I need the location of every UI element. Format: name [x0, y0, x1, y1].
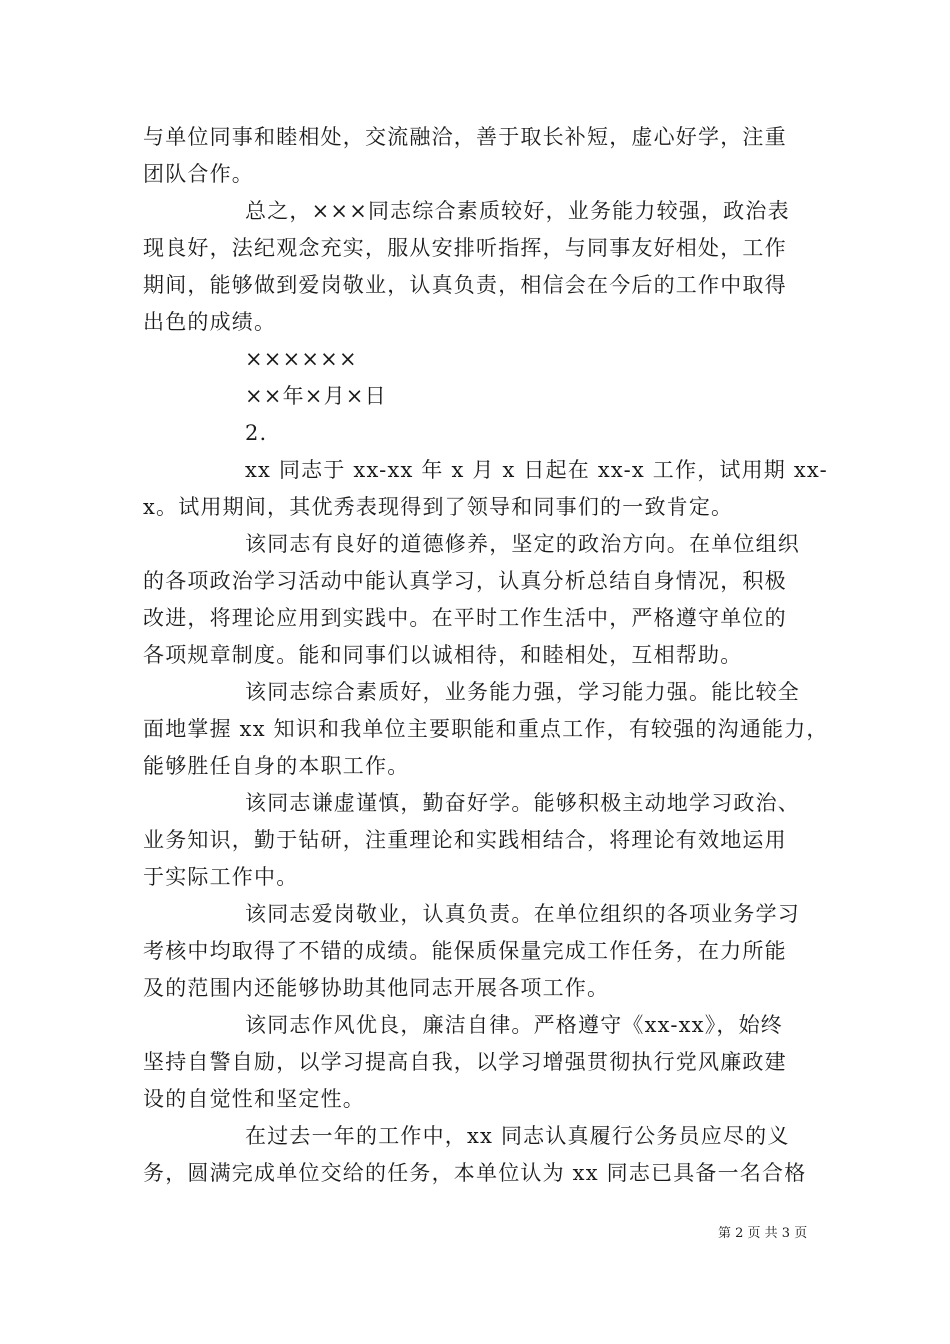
signature-name: ××××××	[245, 347, 358, 371]
signature-date: ××年×月×日	[245, 384, 387, 408]
text-line: 设的自觉性和坚定性。	[143, 1087, 365, 1111]
text-line: 改进，将理论应用到实践中。在平时工作生活中，严格遵守单位的	[143, 606, 787, 630]
paragraph-start: 该同志谦虚谨慎，勤奋好学。能够积极主动地学习政治、	[245, 791, 800, 815]
paragraph-start: 该同志爱岗敬业，认真负责。在单位组织的各项业务学习	[245, 902, 800, 926]
text-line: 业务知识，勤于钻研，注重理论和实践相结合，将理论有效地运用	[143, 828, 787, 852]
text-line: 能够胜任自身的本职工作。	[143, 754, 410, 778]
text-line: 务，圆满完成单位交给的任务，本单位认为 xx 同志已具备一名合格	[143, 1161, 807, 1185]
text-line: 于实际工作中。	[143, 865, 299, 889]
page-footer: 第 2 页 共 3 页	[718, 1226, 808, 1241]
text-line: 期间，能够做到爱岗敬业，认真负责，相信会在今后的工作中取得	[143, 273, 787, 297]
text-line: 的各项政治学习活动中能认真学习，认真分析总结自身情况，积极	[143, 569, 787, 593]
text-line: 考核中均取得了不错的成绩。能保质保量完成工作任务，在力所能	[143, 939, 787, 963]
text-line: 与单位同事和睦相处，交流融洽，善于取长补短，虚心好学，注重	[143, 125, 787, 149]
paragraph-start: 总之，×××同志综合素质较好，业务能力较强，政治表	[245, 199, 790, 223]
text-line: 面地掌握 xx 知识和我单位主要职能和重点工作，有较强的沟通能力，	[143, 717, 829, 741]
text-line: 出色的成绩。	[143, 310, 277, 334]
paragraph-start: 在过去一年的工作中，xx 同志认真履行公务员应尽的义	[245, 1124, 790, 1148]
text-line: 各项规章制度。能和同事们以诚相待，和睦相处，互相帮助。	[143, 643, 743, 667]
text-line: x。试用期间，其优秀表现得到了领导和同事们的一致肯定。	[143, 495, 734, 519]
text-line: 团队合作。	[143, 162, 254, 186]
text-line: 及的范围内还能够协助其他同志开展各项工作。	[143, 976, 610, 1000]
paragraph-start: xx 同志于 xx-xx 年 x 月 x 日起在 xx-x 工作，试用期 xx-	[245, 458, 828, 482]
paragraph-start: 该同志综合素质好，业务能力强，学习能力强。能比较全	[245, 680, 800, 704]
section-number: 2.	[245, 421, 268, 445]
paragraph-start: 该同志作风优良，廉洁自律。严格遵守《xx-xx》，始终	[245, 1013, 783, 1037]
paragraph-start: 该同志有良好的道德修养，坚定的政治方向。在单位组织	[245, 532, 800, 556]
text-line: 现良好，法纪观念充实，服从安排听指挥，与同事友好相处，工作	[143, 236, 787, 260]
text-line: 坚持自警自励，以学习提高自我，以学习增强贯彻执行党风廉政建	[143, 1050, 787, 1074]
